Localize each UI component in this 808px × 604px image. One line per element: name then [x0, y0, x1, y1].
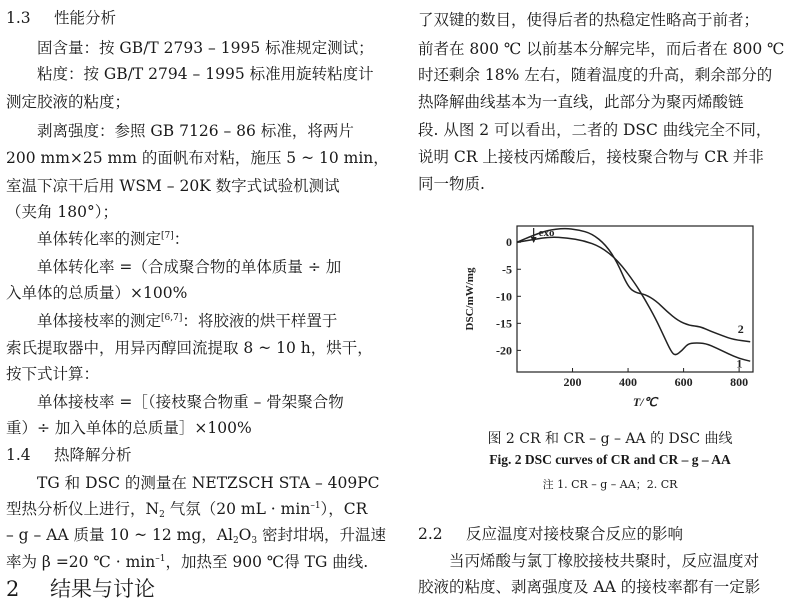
- paragraph-right-line: 热降解曲线基本为一直线，此部分为聚丙烯酸链: [418, 93, 744, 111]
- paragraph-peel-strength: 剥离强度：参照 GB 7126 – 86 标准，将两片: [37, 122, 354, 140]
- formula-conversion: 单体转化率 =（合成聚合物的单体质量 ÷ 加: [37, 258, 342, 276]
- exo-label: exo: [538, 227, 555, 239]
- series-label-1: 1: [736, 356, 743, 371]
- paragraph-solid-content: 固含量：按 GB/T 2793 – 1995 标准规定测试；: [37, 39, 374, 57]
- x-tick-label: 600: [674, 375, 693, 389]
- series-label-2: 2: [737, 322, 744, 337]
- y-tick-label: -5: [502, 262, 512, 277]
- paragraph-peel-strength-cont: 200 mm×25 mm 的面帆布对粘，施压 5 ~ 10 min，: [6, 149, 389, 167]
- section-heading-2: 2 结果与讨论: [6, 577, 155, 601]
- paragraph-right-line: 了双键的数目，使得后者的热稳定性略高于前者；: [418, 11, 760, 29]
- formula-graft-cont: 重）÷ 加入单体的总质量］×100%: [6, 419, 252, 437]
- x-tick-label: 200: [563, 375, 582, 389]
- y-axis-label: DSC/mW/mg: [464, 267, 476, 331]
- paragraph-reaction-temp: 当丙烯酸与氯丁橡胶接枝共聚时，反应温度对: [449, 552, 760, 570]
- paragraph-peel-strength-cont: 室温下凉干后用 WSM – 20K 数字式试验机测试: [6, 177, 340, 195]
- paragraph-right-line: 说明 CR 上接枝丙烯酸后，接枝聚合物与 CR 并非: [418, 148, 764, 166]
- y-tick-label: -20: [496, 343, 512, 358]
- paragraph-tg-dsc-cont: – g – AA 质量 10 ~ 12 mg，$Al_2O_3$ 密封坩埚，升温速: [6, 526, 387, 546]
- paragraph-graft-cont: 索氏提取器中，用异丙醇回流提取 8 ~ 10 h，烘干，: [6, 339, 373, 357]
- plot-frame: [517, 226, 753, 372]
- figure-caption-cn: 图 2 CR 和 CR – g – AA 的 DSC 曲线: [487, 431, 733, 447]
- series-line-1: [517, 237, 750, 361]
- citation: [7]: [161, 231, 174, 241]
- paragraph-right-line: 时还剩余 18% 左右，随着温度的升高，剩余部分的: [418, 66, 773, 84]
- x-tick-label: 400: [619, 375, 638, 389]
- paragraph-conversion-heading: 单体转化率的测定[7]：: [37, 230, 190, 248]
- y-tick-label: 0: [506, 235, 512, 250]
- x-tick-label: 800: [730, 375, 749, 389]
- section-heading-1-3: 1.3 性能分析: [6, 9, 117, 27]
- series-line-2: [517, 229, 750, 342]
- paragraph-tg-dsc-cont: 率为 β =20 ℃ · $\min^{-1}$，加热至 900 ℃得 TG 曲线.: [6, 553, 369, 571]
- paragraph-graft-cont: 按下式计算：: [6, 365, 100, 383]
- paragraph-reaction-temp-cont: 胶液的粘度、剥离强度及 AA 的接枝率都有一定影: [418, 578, 761, 596]
- paragraph-graft-heading: 单体接枝率的测定[6,7]：将胶液的烘干样置于: [37, 312, 338, 330]
- y-tick-label: -15: [496, 316, 512, 331]
- formula-graft: 单体接枝率 =［（接枝聚合物重 – 骨架聚合物: [37, 393, 344, 411]
- paragraph-viscosity-cont: 测定胶液的粘度；: [6, 93, 131, 111]
- figure-caption-en: Fig. 2 DSC curves of CR and CR – g – AA: [489, 452, 731, 467]
- paragraph-tg-dsc: TG 和 DSC 的测量在 NETZSCH STA – 409PC: [37, 474, 380, 492]
- dsc-chart: [455, 214, 775, 420]
- paragraph-right-line: 前者在 800 ℃ 以前基本分解完毕，而后者在 800 ℃: [418, 40, 785, 58]
- x-axis-label: T/℃: [632, 395, 658, 409]
- paragraph-peel-strength-cont: （夹角 180°）；: [6, 203, 119, 221]
- figure-note: 注 1. CR – g – AA；2. CR: [542, 478, 678, 491]
- paragraph-viscosity: 粘度：按 GB/T 2794 – 1995 标准用旋转粘度计: [37, 65, 374, 83]
- citation: [6,7]: [161, 313, 183, 323]
- paragraph-tg-dsc-cont: 型热分析仪上进行，$N_2$ 气氛（20 mL · $\min^{-1}$），CR: [6, 500, 368, 520]
- paragraph-right-line: 段. 从图 2 可以看出，二者的 DSC 曲线完全不同，: [418, 121, 772, 139]
- formula-conversion-cont: 入单体的总质量）×100%: [6, 284, 188, 302]
- paragraph-right-line: 同一物质.: [418, 175, 485, 193]
- section-heading-2-2: 2.2 反应温度对接枝聚合反应的影响: [418, 525, 684, 543]
- section-heading-1-4: 1.4 热降解分析: [6, 446, 132, 464]
- y-tick-label: -10: [496, 289, 512, 304]
